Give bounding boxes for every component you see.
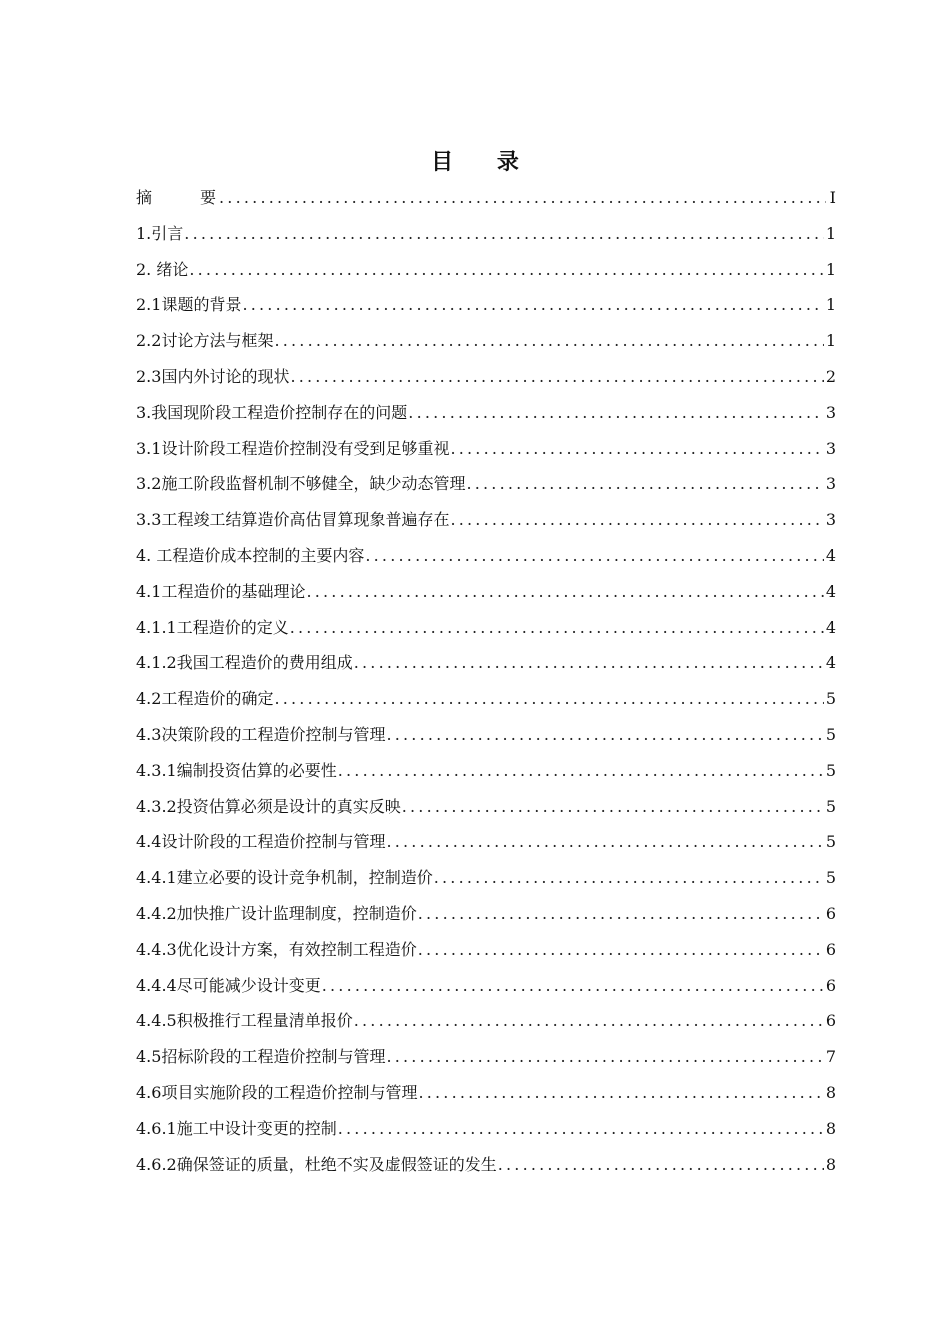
toc-entry-page-number: 1 xyxy=(825,295,836,315)
toc-entry-page-number: 5 xyxy=(825,796,836,816)
toc-entry-page-number: 3 xyxy=(825,510,836,530)
toc-entry[interactable] xyxy=(136,974,836,1010)
toc-entry[interactable] xyxy=(136,508,836,544)
toc-entry[interactable] xyxy=(136,795,836,831)
toc-entry-page-number: 3 xyxy=(825,474,836,494)
toc-entry[interactable] xyxy=(136,866,836,902)
toc-entry-label: 4.4.1建立必要的设计竞争机制，控制造价 xyxy=(136,868,433,888)
toc-entry-label: 4.4.4尽可能减少设计变更 xyxy=(136,975,321,995)
toc-entry[interactable] xyxy=(136,580,836,616)
toc-entry-label: 3.2施工阶段监督机制不够健全，缺少动态管理 xyxy=(136,474,466,494)
toc-entry-page-number: 8 xyxy=(825,1082,836,1102)
toc-entry[interactable] xyxy=(136,1009,836,1045)
toc-entry[interactable] xyxy=(136,938,836,974)
toc-dot-leader xyxy=(322,974,824,998)
toc-entry-label: 4.2工程造价的确定 xyxy=(136,689,274,709)
toc-entry[interactable] xyxy=(136,759,836,795)
toc-entry[interactable] xyxy=(136,1081,836,1117)
toc-dot-leader xyxy=(354,651,824,675)
toc-entry[interactable] xyxy=(136,472,836,508)
toc-entry-page-number: 6 xyxy=(825,975,836,995)
toc-entry-page-number: 3 xyxy=(825,402,836,422)
toc-entry-page-number: 5 xyxy=(825,868,836,888)
toc-entry[interactable] xyxy=(136,902,836,938)
toc-entry-label: 4.1.1工程造价的定义 xyxy=(136,617,289,637)
toc-dot-leader xyxy=(274,329,823,353)
toc-entry-page-number: 5 xyxy=(825,689,836,709)
toc-dot-leader xyxy=(386,830,823,854)
toc-dot-leader xyxy=(450,437,823,461)
toc-entry-page-number: 8 xyxy=(825,1118,836,1138)
toc-entry-page-number: 4 xyxy=(825,653,836,673)
toc-entry[interactable] xyxy=(136,651,836,687)
toc-entry[interactable] xyxy=(136,437,836,473)
toc-entry-label: 2.3国内外讨论的现状 xyxy=(136,366,290,386)
toc-entry[interactable] xyxy=(136,365,836,401)
toc-entry[interactable] xyxy=(136,830,836,866)
toc-entry-label: 4.4.5积极推行工程量清单报价 xyxy=(136,1011,353,1031)
toc-entry-label: 2.2讨论方法与框架 xyxy=(136,331,274,351)
toc-entry-label: 摘要 xyxy=(136,188,265,207)
toc-entry-label: 4.4.3优化设计方案，有效控制工程造价 xyxy=(136,939,417,959)
toc-entry-label: 3.我国现阶段工程造价控制存在的问题 xyxy=(136,402,408,422)
toc-entry-label: 4.3.2投资估算必须是设计的真实反映 xyxy=(136,796,401,816)
toc-entry-page-number: 1 xyxy=(825,331,836,351)
toc-dot-leader xyxy=(498,1153,824,1177)
toc-entry[interactable] xyxy=(136,1153,836,1189)
toc-entry-page-number: 4 xyxy=(825,617,836,637)
toc-dot-leader xyxy=(466,472,823,496)
toc-entry-label: 4.1.2我国工程造价的费用组成 xyxy=(136,653,353,673)
toc-dot-leader xyxy=(306,580,823,604)
toc-entry-page-number: I xyxy=(829,188,836,207)
toc-dot-leader xyxy=(434,866,824,890)
toc-dot-leader xyxy=(402,795,824,819)
toc-entry-page-number: 6 xyxy=(825,1011,836,1031)
toc-entry[interactable] xyxy=(136,544,836,580)
toc-dot-leader xyxy=(290,365,823,389)
toc-entry-label: 4.4.2加快推广设计监理制度，控制造价 xyxy=(136,903,417,923)
toc-entry-page-number: 6 xyxy=(825,903,836,923)
toc-entry-page-number: 6 xyxy=(825,939,836,959)
toc-entry-page-number: 4 xyxy=(825,581,836,601)
toc-dot-leader xyxy=(418,902,824,926)
toc-dot-leader xyxy=(386,1045,823,1069)
toc-entry[interactable] xyxy=(136,186,836,222)
toc-dot-leader xyxy=(184,222,824,246)
toc-entry[interactable] xyxy=(136,401,836,437)
toc-entry[interactable] xyxy=(136,616,836,652)
toc-entry-label: 4.3决策阶段的工程造价控制与管理 xyxy=(136,724,386,744)
toc-entry[interactable] xyxy=(136,1117,836,1153)
toc-entry-page-number: 3 xyxy=(825,438,836,458)
toc-entry-label: 4.3.1编制投资估算的必要性 xyxy=(136,760,337,780)
toc-entry-label: 2. 绪论 xyxy=(136,259,189,279)
toc-entry-label: 4.1工程造价的基础理论 xyxy=(136,581,306,601)
toc-dot-leader xyxy=(274,687,823,711)
toc-dot-leader xyxy=(338,759,824,783)
toc-entry-page-number: 1 xyxy=(825,223,836,243)
toc-dot-leader xyxy=(219,186,826,210)
toc-entry-page-number: 2 xyxy=(825,366,836,386)
toc-entry[interactable] xyxy=(136,687,836,723)
toc-entry-label: 4.6.1施工中设计变更的控制 xyxy=(136,1118,337,1138)
toc-dot-leader xyxy=(450,508,823,532)
toc-dot-leader xyxy=(354,1009,824,1033)
toc-entry-page-number: 1 xyxy=(825,259,836,279)
toc-entry-label: 3.3工程竣工结算造价高估冒算现象普遍存在 xyxy=(136,510,450,530)
toc-entry[interactable] xyxy=(136,222,836,258)
toc-dot-leader xyxy=(365,544,823,568)
toc-dot-leader xyxy=(418,938,824,962)
toc-entry-page-number: 4 xyxy=(825,545,836,565)
toc-list xyxy=(136,186,836,1188)
toc-entry-label: 4.6项目实施阶段的工程造价控制与管理 xyxy=(136,1082,418,1102)
toc-entry-page-number: 5 xyxy=(825,760,836,780)
toc-title: 目 录 xyxy=(431,150,537,175)
toc-entry-page-number: 8 xyxy=(825,1154,836,1174)
toc-entry-label: 2.1课题的背景 xyxy=(136,295,242,315)
toc-entry-label: 4.5招标阶段的工程造价控制与管理 xyxy=(136,1047,386,1067)
toc-entry[interactable] xyxy=(136,329,836,365)
toc-entry[interactable] xyxy=(136,258,836,294)
toc-entry-page-number: 5 xyxy=(825,724,836,744)
toc-entry[interactable] xyxy=(136,1045,836,1081)
toc-dot-leader xyxy=(418,1081,823,1105)
toc-entry-label: 4. 工程造价成本控制的主要内容 xyxy=(136,545,365,565)
toc-entry-label: 3.1设计阶段工程造价控制没有受到足够重视 xyxy=(136,438,450,458)
toc-entry[interactable] xyxy=(136,723,836,759)
toc-dot-leader xyxy=(242,293,823,317)
toc-entry-page-number: 7 xyxy=(825,1047,836,1067)
toc-dot-leader xyxy=(338,1117,824,1141)
toc-entry-label: 4.6.2确保签证的质量，杜绝不实及虚假签证的发生 xyxy=(136,1154,497,1174)
toc-entry-page-number: 5 xyxy=(825,832,836,852)
toc-dot-leader xyxy=(386,723,823,747)
toc-entry-label: 4.4设计阶段的工程造价控制与管理 xyxy=(136,832,386,852)
toc-dot-leader xyxy=(408,401,824,425)
toc-entry-label: 1.引言 xyxy=(136,223,184,243)
toc-dot-leader xyxy=(189,258,823,282)
toc-dot-leader xyxy=(290,616,824,640)
toc-entry[interactable] xyxy=(136,293,836,329)
